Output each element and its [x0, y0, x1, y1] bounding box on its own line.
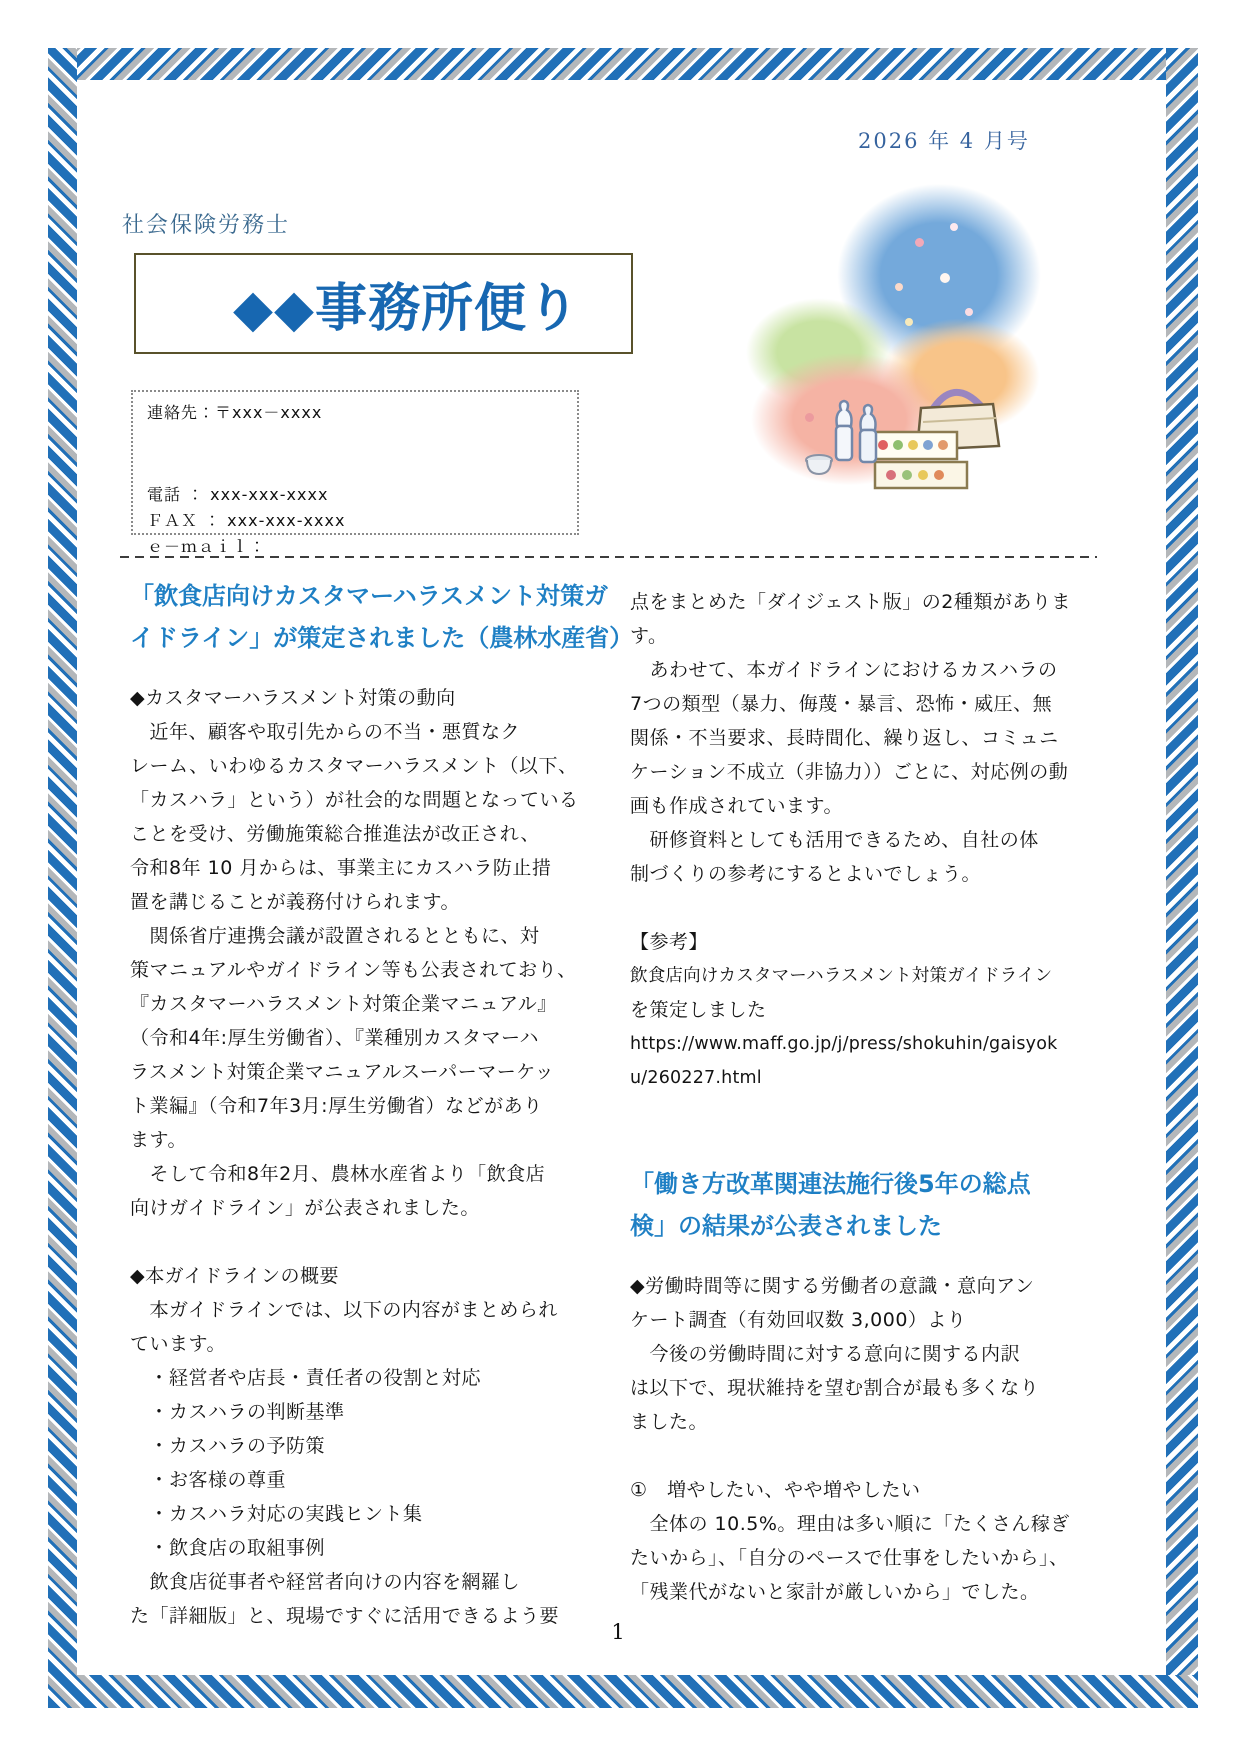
text-line: 関係省庁連携会議が設置されるとともに、対	[130, 925, 540, 947]
border-ribbon-bottom	[48, 1675, 1198, 1708]
contact-phone: 電話 ： xxx-xxx-xxxx	[147, 485, 329, 504]
petal-dot	[915, 238, 924, 247]
text-line: 研修資料としても活用できるため、自社の体	[630, 829, 1039, 851]
text-line: u/260227.html	[630, 1068, 762, 1088]
text-line: ◆本ガイドラインの概要	[130, 1265, 339, 1287]
text-line: 7つの類型（暴力、侮蔑・暴言、恐怖・威圧、無	[630, 693, 1053, 715]
petal-dot	[965, 308, 973, 316]
article-heading-line: イドライン」が策定されました（農林水産省）	[130, 624, 634, 652]
text-line: 制づくりの参考にするとよいでしょう。	[630, 863, 982, 885]
text-line	[130, 659, 582, 681]
contact-address: 連絡先：〒xxx－xxxx	[147, 403, 323, 422]
text-line: ・飲食店の取組事例	[130, 1537, 326, 1559]
text-line: https://www.maff.go.jp/j/press/shokuhin/gaisyok	[630, 1034, 1058, 1054]
text-line: 今後の労働時間に対する意向に関する内訳	[630, 1343, 1021, 1365]
page-number: 1	[611, 1620, 625, 1644]
text-line: ト業編』（令和7年3月:厚生労働省）などがあり	[130, 1095, 543, 1117]
text-line: 策マニュアルやガイドライン等も公表されており、	[130, 959, 577, 981]
border-ribbon-left	[48, 48, 77, 1708]
text-line: 『カスタマーハラスメント対策企業マニュアル』	[130, 993, 557, 1015]
petal-dot	[905, 318, 913, 326]
text-line	[130, 1225, 582, 1259]
hanami-illustration	[745, 178, 1065, 500]
text-line: ケート調査（有効回収数 3,000）より	[630, 1309, 967, 1331]
text-line	[630, 1247, 1100, 1269]
text-line: （令和4年:厚生労働省）、『業種別カスタマーハ	[130, 1027, 540, 1049]
text-line: 本ガイドラインでは、以下の内容がまとめられ	[130, 1299, 558, 1321]
text-line: ・お客様の尊重	[130, 1469, 287, 1491]
border-ribbon-right	[1166, 48, 1198, 1708]
text-line: す。	[630, 625, 668, 647]
text-line: 近年、顧客や取引先からの不当・悪質なク	[130, 721, 521, 743]
text-line	[630, 1095, 1100, 1129]
text-line	[630, 1129, 1100, 1163]
petal-dot	[895, 283, 903, 291]
text-line: 「カスハラ」という）が社会的な問題となっている	[130, 789, 579, 811]
newsletter-title: ◆◆事務所便り	[233, 278, 580, 339]
office-type-label: 社会保険労務士	[122, 213, 291, 238]
text-line: を策定しました	[630, 999, 767, 1021]
picnic-clipart-icon	[803, 374, 1018, 500]
text-line: 点をまとめた「ダイジェスト版」の2種類がありま	[630, 591, 1071, 613]
text-line: 【参考】	[630, 931, 709, 953]
article-heading-line: 検」の結果が公表されました	[630, 1212, 942, 1240]
text-line: 画も作成されています。	[630, 795, 843, 817]
text-line: た「詳細版」と、現場ですぐに活用できるよう要	[130, 1605, 560, 1627]
issue-date: 2026 年 4 月号	[858, 129, 1030, 153]
contact-fax: ＦＡＸ ： xxx-xxx-xxxx	[147, 511, 346, 530]
text-line: ています。	[130, 1333, 226, 1355]
text-line: ◆カスタマーハラスメント対策の動向	[130, 687, 456, 709]
article-column-right	[630, 585, 1100, 1609]
text-line: レーム、いわゆるカスタマーハラスメント（以下、	[130, 755, 578, 777]
article-heading-line: 「働き方改革関連法施行後5年の総点	[630, 1170, 1031, 1198]
dashed-divider	[120, 556, 1097, 558]
text-line: 全体の 10.5%。理由は多い順に「たくさん稼ぎ	[630, 1513, 1070, 1535]
article-heading-line: 「飲食店向けカスタマーハラスメント対策ガ	[130, 582, 609, 610]
contact-email: ｅ－ｍａｉｌ：	[147, 537, 267, 556]
text-line: ラスメント対策企業マニュアルスーパーマーケッ	[130, 1061, 555, 1083]
text-line: ました。	[630, 1411, 709, 1433]
text-line	[630, 891, 1100, 925]
text-line: 飲食店向けカスタマーハラスメント対策ガイドライン	[630, 966, 1053, 986]
text-line: たいから」、「自分のペースで仕事をしたいから」、	[630, 1547, 1069, 1569]
text-line: ① 増やしたい、やや増やしたい	[630, 1479, 921, 1501]
text-line: ・カスハラの判断基準	[130, 1401, 345, 1423]
border-ribbon-top	[48, 48, 1198, 80]
text-line: 関係・不当要求、長時間化、繰り返し、コミュニ	[630, 727, 1059, 749]
text-line: ・カスハラの予防策	[130, 1435, 326, 1457]
text-line	[630, 1439, 1100, 1473]
article-column-left	[130, 575, 634, 1633]
text-line: ます。	[130, 1129, 187, 1151]
text-line: 置を講じることが義務付けられます。	[130, 891, 460, 913]
sake-bottle-icon	[837, 401, 852, 426]
text-line: そして令和8年2月、農林水産省より「飲食店	[130, 1163, 546, 1185]
text-line: 「残業代がないと家計が厳しいから」でした。	[630, 1581, 1040, 1603]
newsletter-title-box	[134, 253, 633, 354]
text-line: ・経営者や店長・責任者の役割と対応	[130, 1367, 482, 1389]
petal-dot	[950, 223, 958, 231]
text-line: 飲食店従事者や経営者向けの内容を網羅し	[130, 1571, 521, 1593]
contact-info-box	[131, 390, 579, 556]
text-line: ことを受け、労働施策総合推進法が改正され、	[130, 823, 540, 845]
text-line: 令和8年 10 月からは、事業主にカスハラ防止措	[130, 857, 552, 879]
text-line: は以下で、現状維持を望む割合が最も多くなり	[630, 1377, 1040, 1399]
sake-bottle-icon	[861, 405, 876, 430]
text-line: あわせて、本ガイドラインにおけるカスハラの	[630, 659, 1058, 681]
text-line: ◆労働時間等に関する労働者の意識・意向アン	[630, 1275, 1035, 1297]
text-line: ・カスハラ対応の実践ヒント集	[130, 1503, 423, 1525]
text-line: ケーション不成立（非協力））ごとに、対応例の動	[630, 761, 1069, 783]
text-line: 向けガイドライン」が公表されました。	[130, 1197, 480, 1219]
petal-dot	[940, 273, 950, 283]
